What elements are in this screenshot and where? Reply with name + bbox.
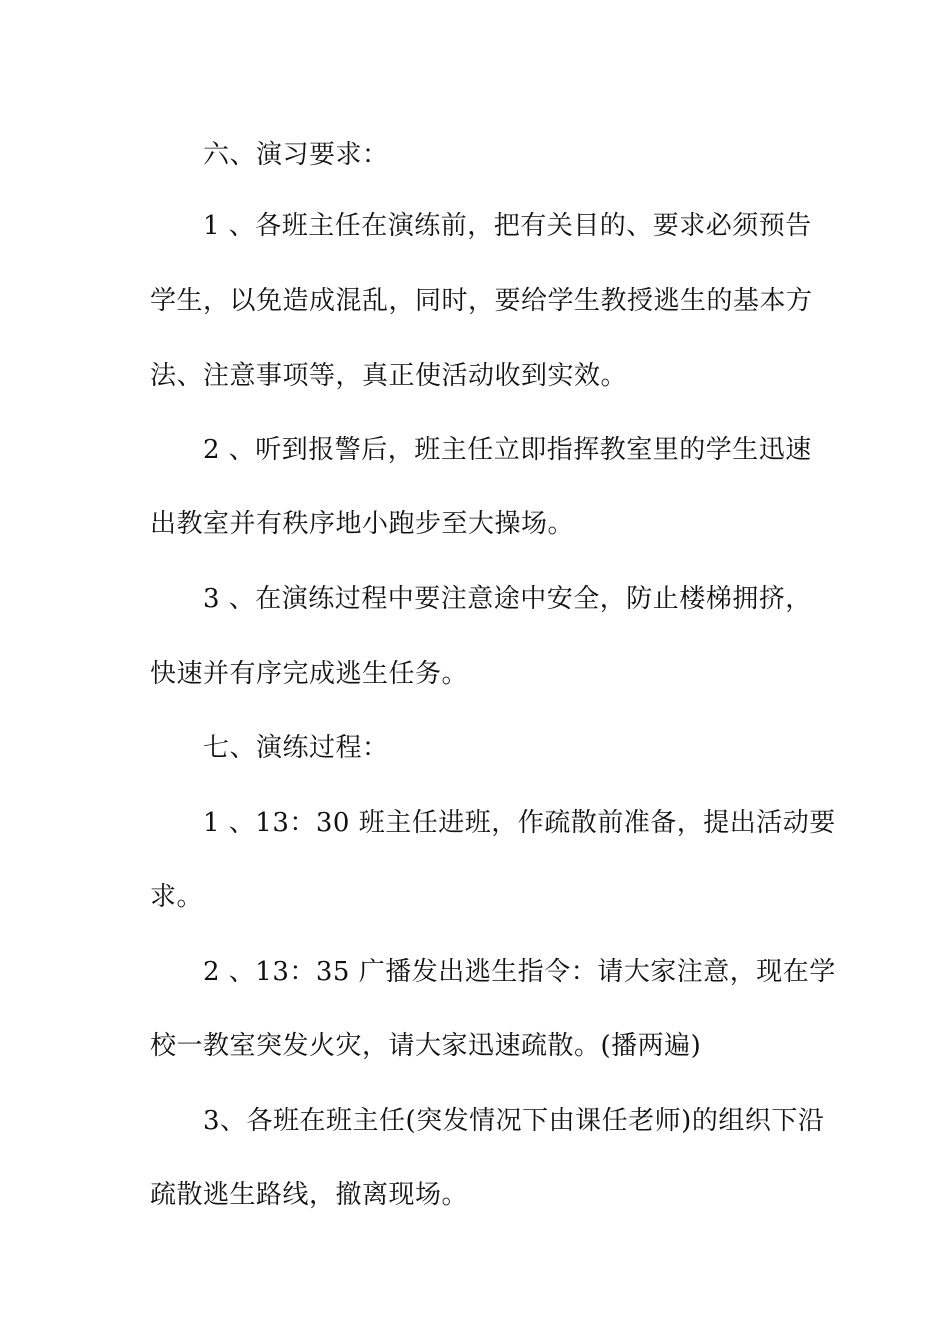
paragraph-line: 3、各班在班主任(突发情况下由课任老师)的组织下沿 bbox=[203, 1106, 825, 1136]
paragraph-line: 1 、13：30 班主任进班，作疏散前准备，提出活动要 bbox=[203, 808, 836, 838]
paragraph-line: 疏散逃生路线，撤离现场。 bbox=[150, 1180, 469, 1210]
paragraph-line: 1 、各班主任在演练前，把有关目的、要求必须预告 bbox=[203, 211, 812, 241]
paragraph-line: 学生，以免造成混乱，同时，要给学生教授逃生的基本方 bbox=[150, 286, 813, 316]
paragraph-line: 2 、13：35 广播发出逃生指令：请大家注意，现在学 bbox=[203, 957, 836, 987]
paragraph-line: 求。 bbox=[150, 882, 204, 912]
paragraph-line: 校一教室突发火灾，请大家迅速疏散。(播两遍) bbox=[150, 1031, 702, 1061]
paragraph-line: 快速并有序完成逃生任务。 bbox=[150, 659, 469, 689]
paragraph-line: 出教室并有秩序地小跑步至大操场。 bbox=[150, 509, 575, 539]
paragraph-line: 3 、在演练过程中要注意途中安全，防止楼梯拥挤， bbox=[203, 584, 812, 614]
section-heading-drill-process: 七、演练过程： bbox=[203, 733, 389, 763]
paragraph-line: 法、注意事项等，真正使活动收到实效。 bbox=[150, 361, 628, 391]
section-heading-drill-requirements: 六、演习要求： bbox=[203, 140, 389, 170]
paragraph-line: 2 、听到报警后，班主任立即指挥教室里的学生迅速 bbox=[203, 435, 812, 465]
